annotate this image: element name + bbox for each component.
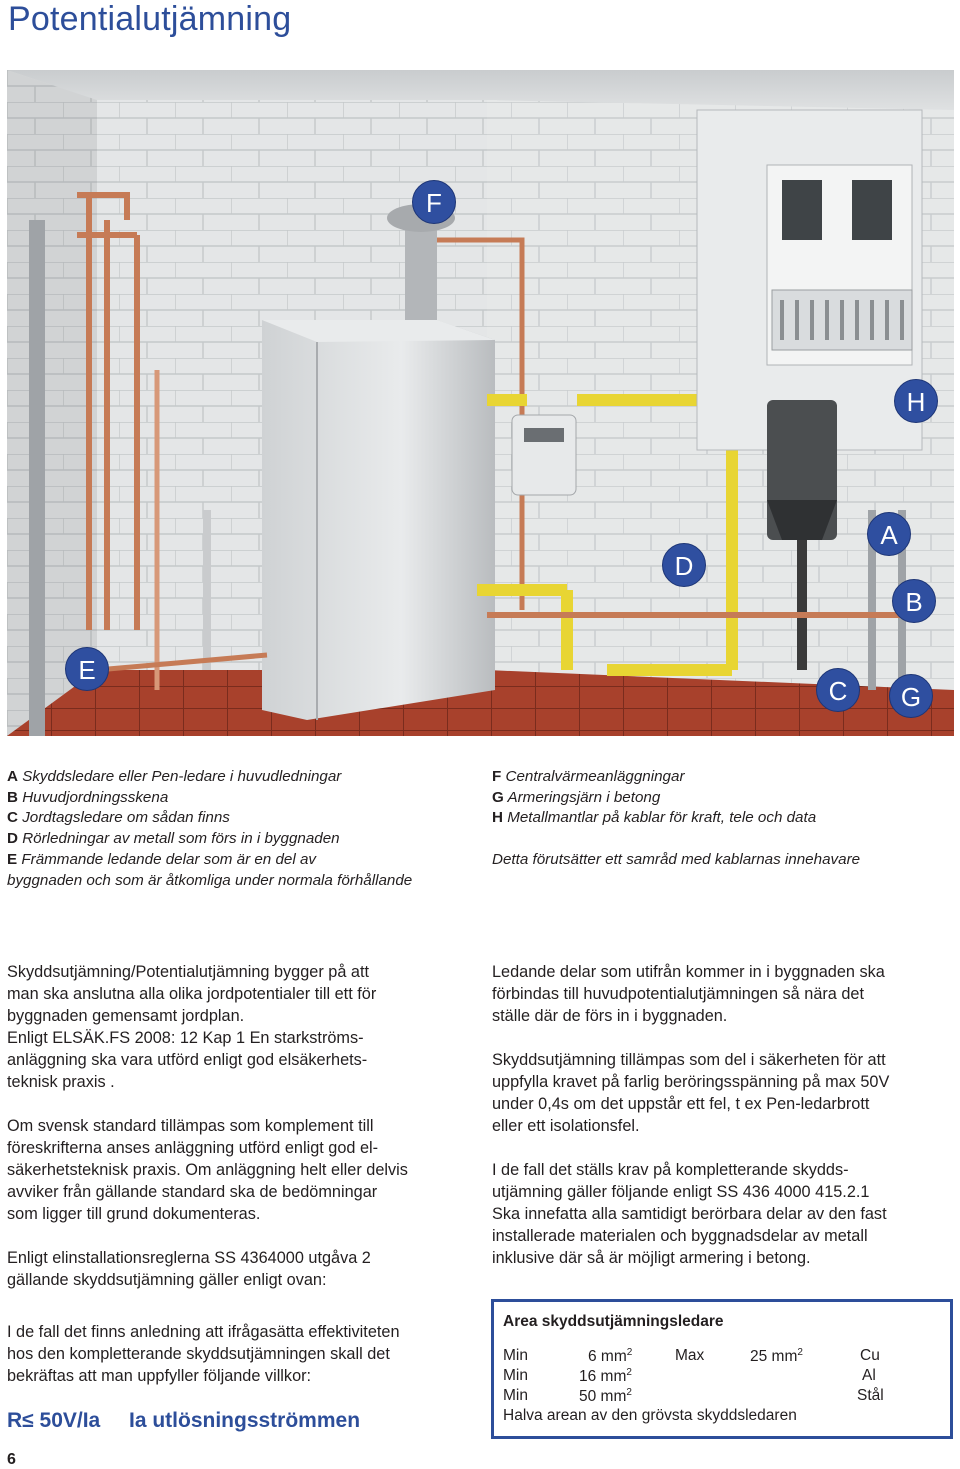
- legend-item-d: D Rörledningar av metall som förs in i byggnaden: [7, 830, 340, 848]
- legend-item-e: E Främmande ledande delar som är en del av: [7, 850, 317, 868]
- legend-item-f: F Centralvärmeanläggningar: [492, 768, 685, 785]
- page-number: 6: [7, 1451, 16, 1468]
- left-paragraph-2: Om svensk standard tillämpas som komplement till föreskrifterna anses anläggning utförd enligt god el- säkerhetsteknisk praxis. Om anläggning helt eller delvis avviker från gällande standard ska de bedömningar som ligger till grund dokumenteras.: [7, 1117, 408, 1223]
- area-table-header: Area skyddsutjämningsledare: [503, 1313, 724, 1330]
- left-paragraph-4: I de fall det finns anledning att ifrågasätta effektiviteten hos den kompletterande skyddsutjämningen skall det bekräftas att man uppfyller följande villkor:: [7, 1323, 400, 1385]
- boiler-room-photo: [7, 70, 954, 736]
- legend-item-e-cont: byggnaden och som är åtkomliga under normala förhållande: [7, 871, 413, 889]
- area-table-box: Area skyddsutjämningsledare Min 6 $mm^2$ Max 25 $mm^2$ Cu Min 16 $mm^2$ Al Min 50 $mm^2$ Stål Halva arean av den grövsta skyddsledaren: [491, 1299, 953, 1439]
- left-paragraph-3: Enligt elinstallationsreglerna SS 4364000 utgåva 2 gällande skyddsutjämning gäller enligt ovan:: [7, 1249, 371, 1289]
- legend-item-h: H Metallmantlar på kablar för kraft, tele och data: [492, 809, 817, 827]
- legend-left: [7, 767, 412, 891]
- marker-c: C: [816, 668, 860, 712]
- formula-rhs: Ia utlösningsströmmen: [129, 1409, 361, 1432]
- marker-h: H: [894, 379, 938, 423]
- marker-d: D: [662, 543, 706, 587]
- left-paragraph-1: Skyddsutjämning/Potentialutjämning bygger på att man ska anslutna alla olika jordpotentialer till ett för byggnaden gemensamt jordplan. Enligt ELSÄK.FS 2008: 12 Kap 1 En starkströms- anläggning ska vara utförd enligt god elsäkerhets- teknisk praxis .: [7, 963, 377, 1091]
- boiler-room-illustration: [7, 70, 954, 736]
- page-title: Potentialutjämning: [8, 0, 292, 38]
- protection-formula: [7, 1409, 360, 1433]
- formula-lhs: R≤ 50V/Ia: [7, 1409, 101, 1432]
- marker-a: A: [867, 512, 911, 556]
- legend-note: Detta förutsätter ett samråd med kablarnas innehavare: [492, 851, 861, 868]
- marker-g: G: [889, 674, 933, 718]
- marker-f: F: [412, 180, 456, 224]
- legend-right: [492, 767, 816, 829]
- legend-item-g: G Armeringsjärn i betong: [492, 788, 661, 806]
- right-paragraph-2: Skyddsutjämning tillämpas som del i säkerheten för att uppfylla kravet på farlig beröringsspänning på max 50V under 0,4s om det uppstår ett fel, t ex Pen-ledarbrott eller ett isolationsfel.: [492, 1051, 890, 1135]
- marker-b: B: [892, 579, 936, 623]
- right-paragraph-3: I de fall det ställs krav på kompletterande skydds- utjämning gäller följande enligt SS 436 4000 415.2.1 Ska innefatta alla samtidigt berörbara delar av den fast installerade materialen och byggnadsdelar av metall inklusive där så är möjligt armering i betong.: [492, 1161, 887, 1267]
- legend-item-a: A Skyddsledare eller Pen-ledare i huvudledningar: [7, 768, 342, 785]
- area-table-footer: Halva arean av den grövsta skyddsledaren: [503, 1407, 797, 1424]
- legend-item-c: C Jordtagsledare om sådan finns: [7, 809, 230, 827]
- right-paragraph-1: Ledande delar som utifrån kommer in i byggnaden ska förbindas till huvudpotentialutjämningen så nära det ställe där de förs in i byggnaden.: [492, 963, 885, 1025]
- marker-e: E: [65, 647, 109, 691]
- legend-item-b: B Huvudjordningsskena: [7, 788, 169, 806]
